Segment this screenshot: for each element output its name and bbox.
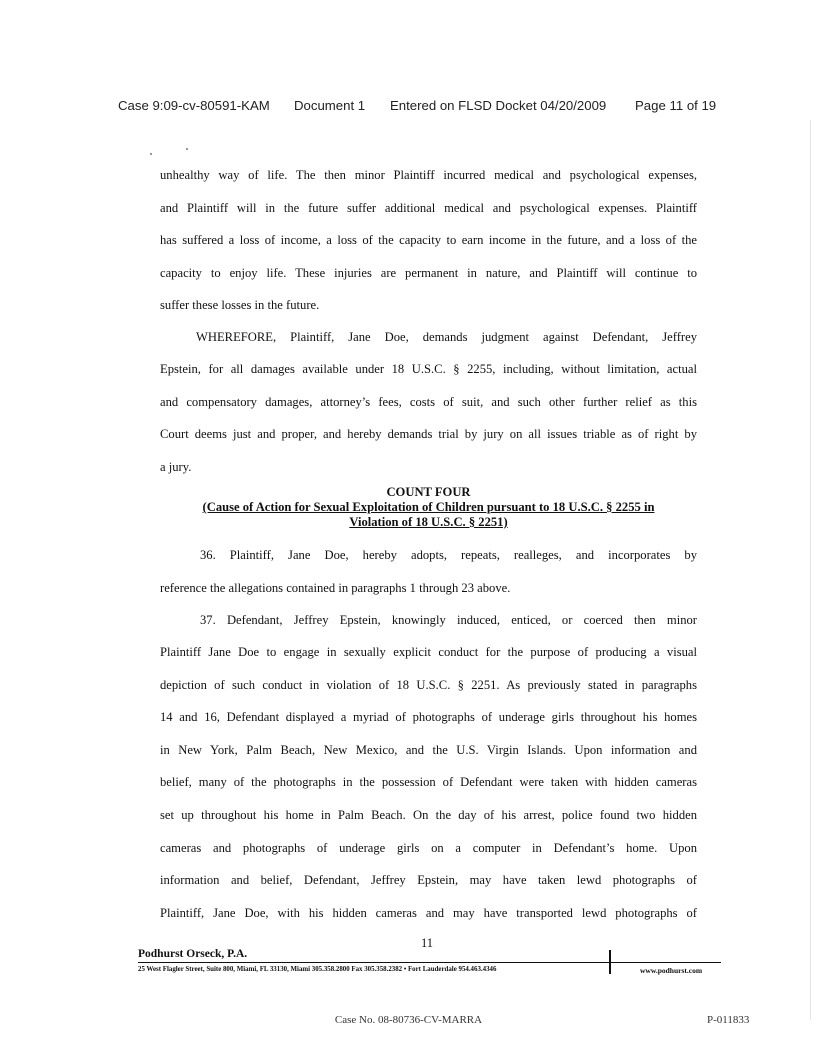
text-line: capacity to enjoy life. These injuries are permanent in nature, and Plaintiff will continue to: [160, 266, 697, 280]
scan-edge: [810, 120, 811, 1020]
header-case-number: Case 9:09-cv-80591-KAM: [118, 98, 270, 113]
text-line: belief, many of the photographs in the possession of Defendant were taken with hidden cameras: [160, 775, 697, 789]
count-title: COUNT FOUR: [386, 485, 471, 499]
text-line: 37. Defendant, Jeffrey Epstein, knowingly induced, enticed, or coerced then minor: [200, 613, 697, 627]
count-subtitle-line-2: Violation of 18 U.S.C. § 2251): [349, 515, 508, 529]
footer-address: 25 West Flagler Street, Suite 800, Miami, FL 33130, Miami 305.358.2800 Fax 305.358.2382 • Fort Lauderdale 954.463.4346: [138, 966, 497, 973]
text-line: set up throughout his home in Palm Beach. On the day of his arrest, police found two hidden: [160, 808, 697, 822]
bates-number: P-011833: [707, 1014, 750, 1026]
text-line: in New York, Palm Beach, New Mexico, and the U.S. Virgin Islands. Upon information and: [160, 743, 697, 757]
text-line: WHEREFORE, Plaintiff, Jane Doe, demands judgment against Defendant, Jeffrey: [196, 330, 697, 344]
text-line: unhealthy way of life. The then minor Plaintiff incurred medical and psychological expenses,: [160, 168, 697, 182]
header-document: Document 1: [294, 98, 366, 113]
text-line: cameras and photographs of underage girls on a computer in Defendant’s home. Upon: [160, 841, 697, 855]
text-line: Plaintiff, Jane Doe, with his hidden cameras and may have transported lewd photographs of: [160, 906, 697, 920]
header-page: Page 11 of 19: [635, 98, 717, 113]
count-subtitle-line-1: (Cause of Action for Sexual Exploitation of Children pursuant to 18 U.S.C. § 2255 in: [202, 500, 655, 514]
case-number-stamp: Case No. 08-80736-CV-MARRA: [334, 1014, 483, 1026]
text-line: a jury.: [160, 460, 192, 474]
text-line: and compensatory damages, attorney’s fees, costs of suit, and such other further relief as this: [160, 395, 697, 409]
scan-speck: [150, 153, 152, 155]
footer-website: www.podhurst.com: [640, 966, 703, 975]
scan-speck: [186, 148, 188, 150]
count-heading: [140, 485, 717, 530]
text-line: and Plaintiff will in the future suffer additional medical and psychological expenses. Plaintiff: [160, 201, 697, 215]
text-line: 36. Plaintiff, Jane Doe, hereby adopts, repeats, realleges, and incorporates by: [200, 548, 697, 562]
footer-divider: [138, 962, 721, 963]
footer-firm-name: Podhurst Orseck, P.A.: [138, 948, 248, 960]
text-line: Epstein, for all damages available under 18 U.S.C. § 2255, including, without limitation, actual: [160, 362, 697, 376]
footer-page-number: 11: [420, 936, 434, 950]
header-entered: Entered on FLSD Docket 04/20/2009: [390, 98, 607, 113]
text-line: has suffered a loss of income, a loss of the capacity to earn income in the future, and a loss of the: [160, 233, 697, 247]
text-line: information and belief, Defendant, Jeffrey Epstein, may have taken lewd photographs of: [160, 873, 697, 887]
text-line: Court deems just and proper, and hereby demands trial by jury on all issues triable as of right by: [160, 427, 697, 441]
text-line: Plaintiff Jane Doe to engage in sexually explicit conduct for the purpose of producing a visual: [160, 645, 697, 659]
footer-vertical-divider: [609, 950, 611, 974]
text-line: 14 and 16, Defendant displayed a myriad of photographs of underage girls throughout his homes: [160, 710, 697, 724]
text-line: reference the allegations contained in paragraphs 1 through 23 above.: [160, 581, 511, 595]
text-line: depiction of such conduct in violation of 18 U.S.C. § 2251. As previously stated in paragraphs: [160, 678, 697, 692]
text-line: suffer these losses in the future.: [160, 298, 320, 312]
